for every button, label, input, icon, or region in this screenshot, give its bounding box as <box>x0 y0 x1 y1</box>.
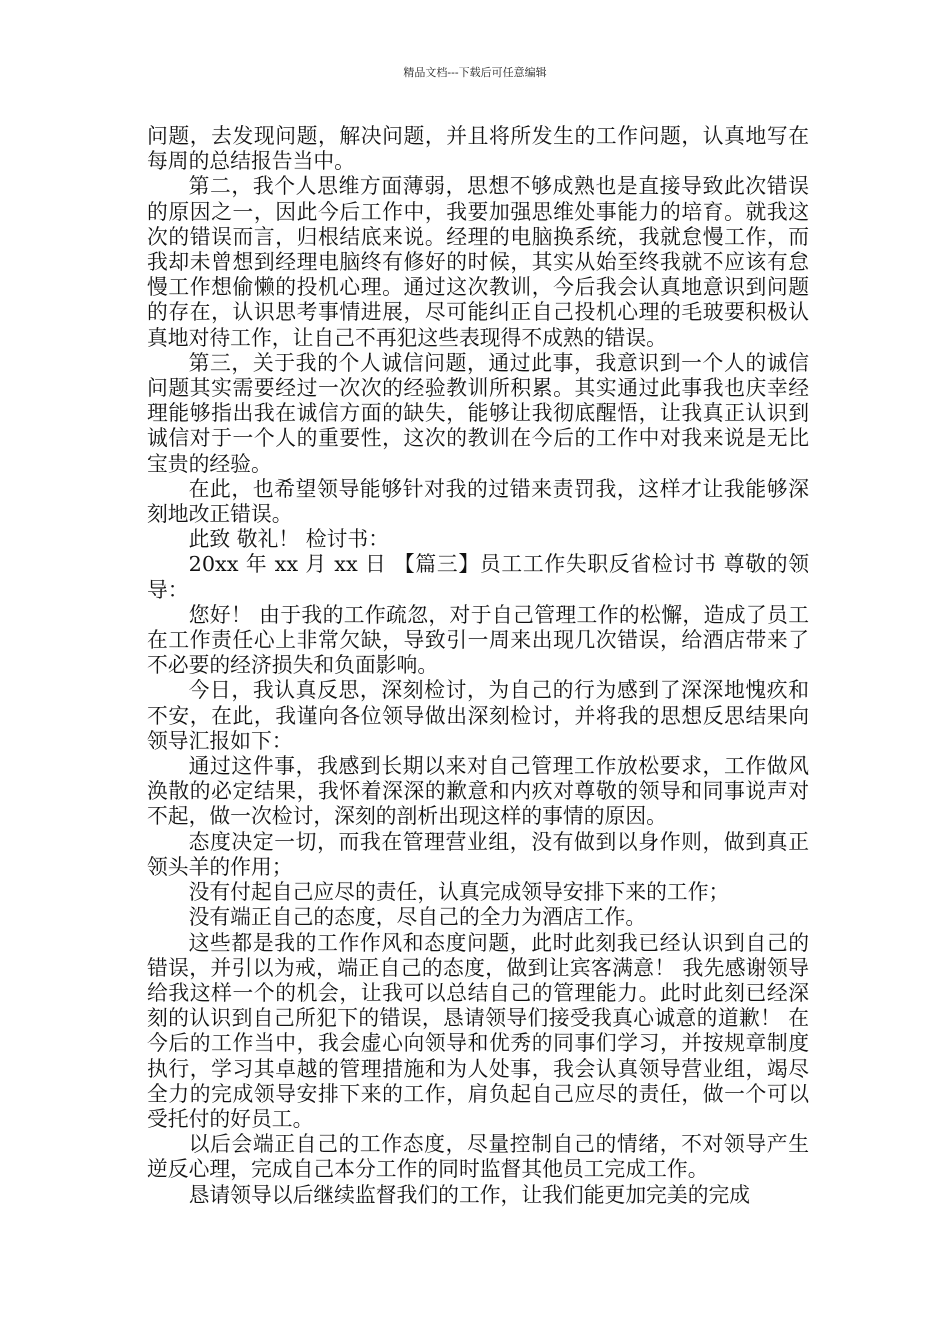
paragraph: 态度决定一切，而我在管理营业组，没有做到以身作则，做到真正领头羊的作用； <box>147 829 809 879</box>
document-body <box>147 124 809 1208</box>
paragraph: 20xx 年 xx 月 xx 日 【篇三】员工工作失职反省检讨书 尊敬的领导： <box>147 552 809 602</box>
paragraph: 通过这件事，我感到长期以来对自己管理工作放松要求，工作做风涣散的必定结果，我怀着深深的歉意和内疚对尊敬的领导和同事说声对不起，做一次检讨，深刻的剖析出现这样的事情的原因。 <box>147 754 809 829</box>
paragraph: 没有端正自己的态度，尽自己的全力为酒店工作。 <box>188 905 647 930</box>
paragraph: 第三，关于我的个人诚信问题，通过此事，我意识到一个人的诚信问题其实需要经过一次次的经验教训所积累。其实通过此事我也庆幸经理能够指出我在诚信方面的缺失，能够让我彻底醒悟，让我真正认识到诚信对于一个人的重要性，这次的教训在今后的工作中对我来说是无比宝贵的经验。 <box>147 350 809 476</box>
paragraph: 问题，去发现问题，解决问题，并且将所发生的工作问题，认真地写在每周的总结报告当中。 <box>147 124 809 174</box>
paragraph: 以后会端正自己的工作态度，尽量控制自己的情绪，不对领导产生逆反心理，完成自己本分工作的同时监督其他员工完成工作。 <box>147 1132 809 1182</box>
page-header: 精品文档---下载后可任意编辑 <box>403 66 547 79</box>
paragraph: 没有付起自己应尽的责任，认真完成领导安排下来的工作； <box>188 880 730 905</box>
paragraph: 恳请领导以后继续监督我们的工作，让我们能更加完美的完成 <box>188 1182 751 1207</box>
paragraph: 第二，我个人思维方面薄弱，思想不够成熟也是直接导致此次错误的原因之一，因此今后工作中，我要加强思维处事能力的培育。就我这次的错误而言，归根结底来说。经理的电脑换系统，我就怠慢工作，而我却未曾想到经理电脑终有修好的时候，其实从始至终我就不应该有怠慢工作想偷懒的投机心理。通过这次教训，今后我会认真地意识到问题的存在，认识思考事情进展，尽可能纠正自己投机心理的毛玻要积极认真地对待工作，让自己不再犯这些表现得不成熟的错误。 <box>147 174 809 350</box>
paragraph: 您好！ 由于我的工作疏忽，对于自己管理工作的松懈，造成了员工在工作责任心上非常欠缺，导致引一周来出现几次错误，给酒店带来了不必要的经济损失和负面影响。 <box>147 602 809 678</box>
paragraph: 在此，也希望领导能够针对我的过错来责罚我，这样才让我能够深刻地改正错误。 <box>147 476 809 527</box>
paragraph: 此致 敬礼！ 检讨书： <box>188 527 389 552</box>
paragraph: 这些都是我的工作作风和态度问题，此时此刻我已经认识到自己的错误，并引以为戒，端正自己的态度，做到让宾客满意！ 我先感谢领导给我这样一个的机会，让我可以总结自己的管理能力。此时此刻已经深刻的认识到自己所犯下的错误，恳请领导们接受我真心诚意的道歉！ 在今后的工作当中，我会虚心向领导和优秀的同事们学习，并按规章制度执行，学习其卓越的管理措施和为人处事，我会认真领导营业组，竭尽全力的完成领导安排下来的工作，肩负起自己应尽的责任，做一个可以受托付的好员工。 <box>147 930 809 1131</box>
paragraph: 今日，我认真反思，深刻检讨，为自己的行为感到了深深地愧疚和不安，在此，我谨向各位领导做出深刻检讨，并将我的思想反思结果向领导汇报如下： <box>147 678 809 753</box>
